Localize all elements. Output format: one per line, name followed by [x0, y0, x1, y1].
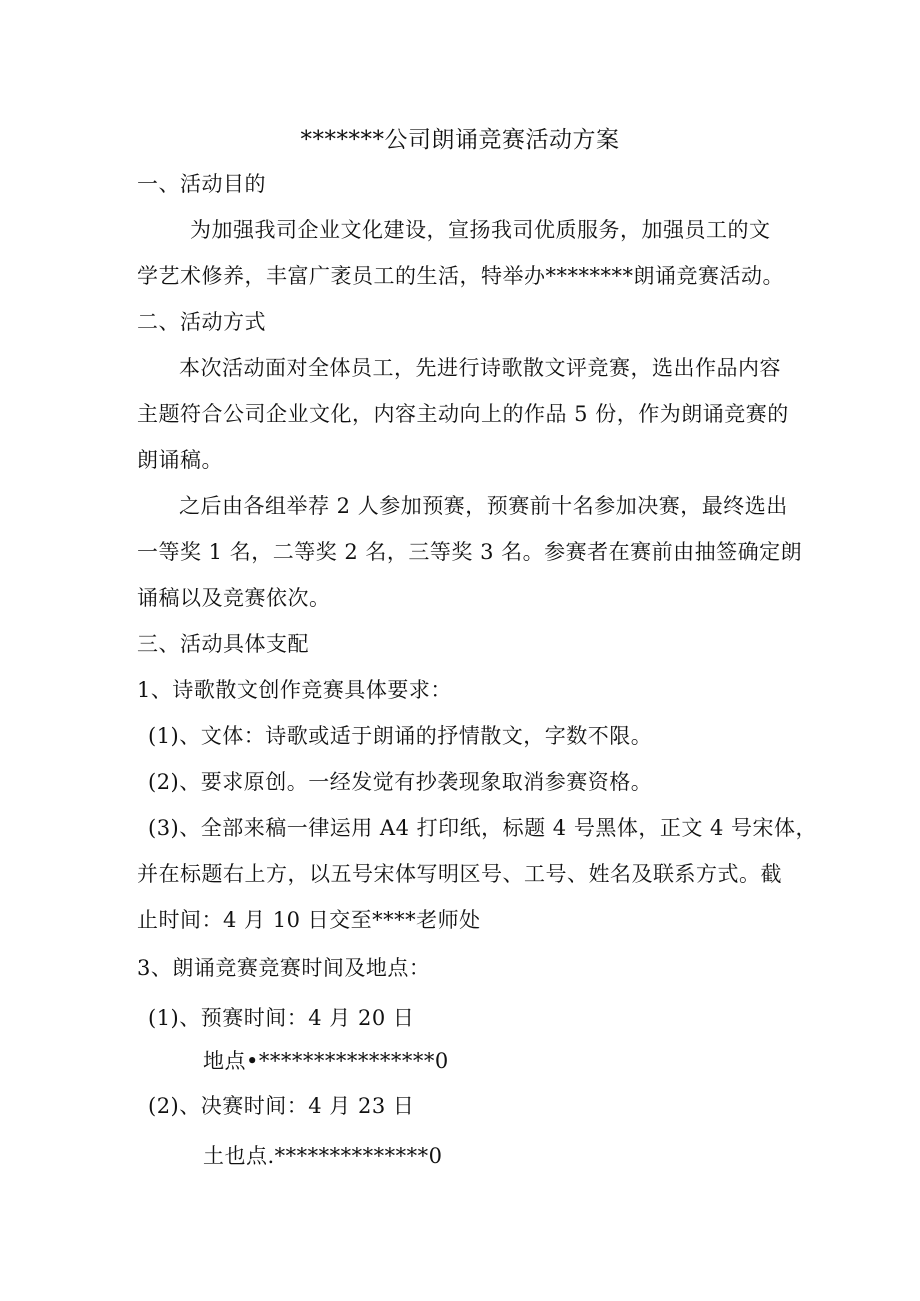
paragraph-line: 学艺术修养，丰富广袤员工的生活，特举办********朗诵竞赛活动。 — [137, 264, 784, 288]
list-item: (3)、全部来稿一律运用 A4 打印纸，标题 4 号黑体，正文 4 号宋体， — [148, 816, 818, 840]
paragraph-line: 止时间：4 月 10 日交至****老师处 — [137, 908, 481, 932]
subsection-heading: 1、诗歌散文创作竞赛具体要求： — [137, 678, 452, 702]
list-item: (1)、文体：诗歌或适于朗诵的抒情散文，字数不限。 — [148, 724, 653, 748]
subsection-heading: 3、朗诵竞赛竞赛时间及地点： — [137, 956, 431, 980]
section-heading-arrangement: 三、活动具体支配 — [137, 632, 309, 656]
section-heading-method: 二、活动方式 — [137, 310, 266, 334]
paragraph-line: 为加强我司企业文化建设，宣扬我司优质服务，加强员工的文 — [190, 218, 771, 242]
paragraph-line: 主题符合公司企业文化，内容主动向上的作品 5 份，作为朗诵竞赛的 — [137, 402, 789, 426]
paragraph-line: 并在标题右上方，以五号宋体写明区号、工号、姓名及联系方式。截 — [137, 862, 782, 886]
paragraph-line: 诵稿以及竞赛依次。 — [137, 586, 331, 610]
paragraph-line: 朗诵稿。 — [137, 448, 223, 472]
paragraph-line: 本次活动面对全体员工，先进行诗歌散文评竞赛，选出作品内容 — [179, 356, 781, 380]
document-title: *******公司朗诵竞赛活动方案 — [300, 127, 620, 153]
final-time: (2)、决赛时间：4 月 23 日 — [148, 1094, 415, 1118]
paragraph-line: 一等奖 1 名，二等奖 2 名，三等奖 3 名。参赛者在赛前由抽签确定朗 — [137, 540, 803, 564]
paragraph-line: 之后由各组举荐 2 人参加预赛，预赛前十名参加决赛，最终选出 — [179, 494, 788, 518]
prelim-time: (1)、预赛时间：4 月 20 日 — [148, 1006, 415, 1030]
prelim-place: 地点•****************0 — [203, 1049, 449, 1073]
section-heading-purpose: 一、活动目的 — [137, 172, 266, 196]
list-item: (2)、要求原创。一经发觉有抄袭现象取消参赛资格。 — [148, 770, 653, 794]
final-place: 土也点.**************0 — [203, 1144, 443, 1168]
